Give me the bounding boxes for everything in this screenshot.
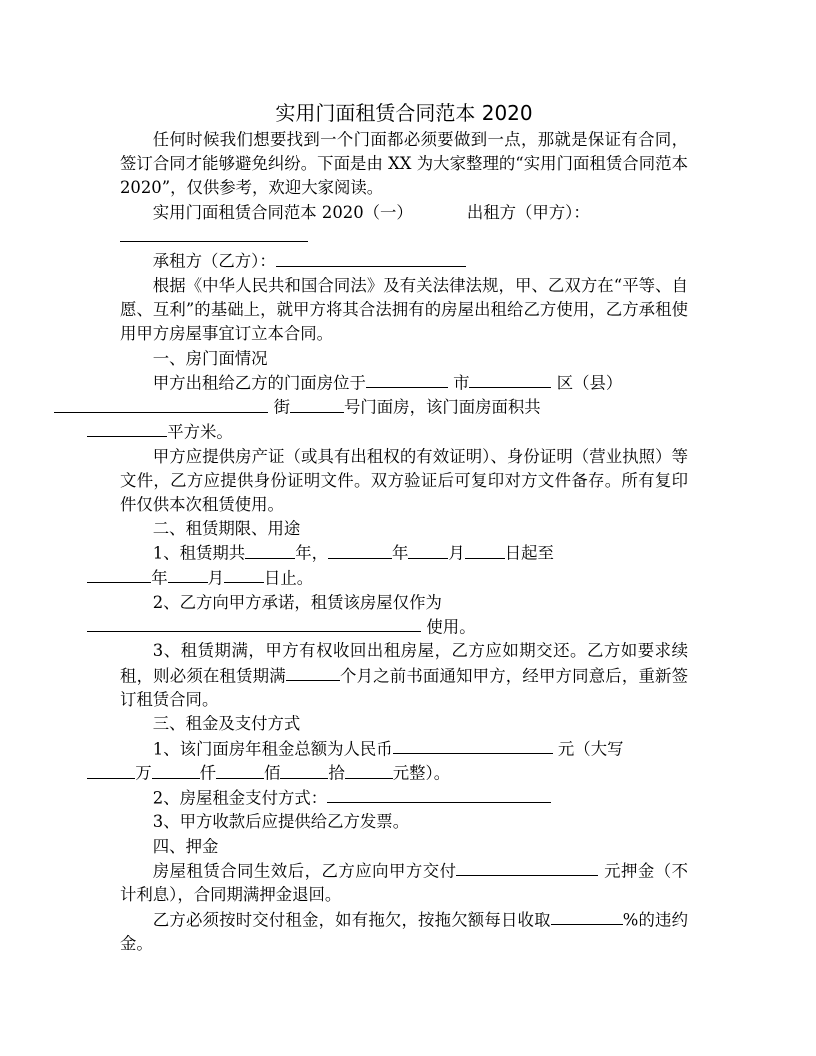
section-3-item-3: 3、甲方收款后应提供给乙方发票。 [152,812,410,832]
bai-blank[interactable] [216,761,264,778]
deposit-amount-blank[interactable] [456,859,598,876]
lessor-line [120,201,688,225]
section-2-item-1 [120,541,688,590]
section-1-location [120,371,688,445]
start-day-blank[interactable] [465,541,505,558]
location-label: 甲方出租给乙方的门面房位于 [152,373,366,393]
lessor-label: 出租方（甲方）： [466,202,590,222]
usage-unit: 使用。 [426,617,476,637]
document-title: 实用门面租赁合同范本 2020 [275,101,533,125]
area-unit: 平方米。 [167,422,233,442]
start-year-label: 年 [391,543,409,563]
shi-blank[interactable] [280,761,328,778]
start-year-blank[interactable] [328,541,392,558]
city-label: 市 [453,373,470,393]
street-label: 街 [273,397,291,417]
lessee-label: 承租方（乙方）： [152,251,276,271]
lessor-blank[interactable] [120,225,308,242]
number-blank[interactable] [290,395,344,412]
basis-paragraph: 根据《中华人民共和国合同法》及有关法律法规，甲、乙双方在“平等、自愿、互利”的基础上，就甲方将其合法拥有的房屋出租给乙方使用，乙方承租使用甲方房屋事宜订立本合同。 [120,276,688,344]
end-month-blank[interactable] [168,566,208,583]
end-year-blank[interactable] [87,566,151,583]
wan-blank[interactable] [87,761,135,778]
start-day-label: 日起至 [504,543,554,563]
area-label: 号门面房，该门面房面积共 [344,397,541,417]
end-month-label: 月 [207,568,224,588]
section-1-title: 一、房门面情况 [152,348,268,368]
bai-label: 佰 [263,763,281,783]
term-label: 1、租赁期共 [152,543,246,563]
section-4-paragraph-2 [120,908,688,957]
yuan-blank[interactable] [345,761,393,778]
section-4-paragraph-1 [120,859,688,908]
usage-label: 2、乙方向甲方承诺，租赁该房屋仅作为 [152,592,442,612]
start-month-blank[interactable] [408,541,448,558]
intro-paragraph: 任何时候我们想要找到一个门面都必须要做到一点，那就是保证有合同，签订合同才能够避免纠纷。下面是由 XX 为大家整理的“实用门面租赁合同范本 2020”，仅供参考，欢迎大家阅读。 [120,130,688,198]
penalty-label: 乙方必须按时交付租金，如有拖欠，按拖欠额每日收取 [152,909,551,929]
section-2-title: 二、租赁期限、用途 [152,519,301,539]
end-day-blank[interactable] [224,566,264,583]
renewal-months-blank[interactable] [286,664,340,681]
penalty-text-end: %的违约金。 [120,909,688,954]
wan-label: 万 [135,763,152,783]
renewal-text: 3、租赁期满，甲方有权收回出租房屋，乙方应如期交还。乙方如要求续租，则必须在租赁期满 [120,641,688,685]
street-blank[interactable] [54,395,268,412]
section-3-title: 三、租金及支付方式 [152,714,301,734]
section-3-item-1 [120,737,688,786]
qian-label: 仟 [199,763,216,783]
section-4-title: 四、押金 [152,836,219,856]
penalty-rate-blank[interactable] [551,908,623,925]
deposit-label: 房屋租赁合同生效后，乙方应向甲方交付 [152,861,457,881]
usage-blank[interactable] [87,615,421,632]
renewal-text-end: 个月之前书面通知甲方，经甲方同意后，重新签订租赁合同。 [120,665,689,710]
area-blank[interactable] [87,420,167,437]
start-month-label: 月 [448,543,465,563]
rent-amount-blank[interactable] [393,737,553,754]
end-year-label: 年 [151,568,168,588]
district-label: 区（县） [556,373,623,393]
qian-blank[interactable] [152,761,200,778]
deposit-text-end: 元押金（不计利息），合同期满押金退回。 [120,861,689,905]
section-2-item-2 [120,591,688,640]
yuan-label: 元整）。 [392,763,451,783]
term-unit: 年， [295,543,328,563]
rent-unit: 元（大写 [557,738,624,758]
payment-method-blank[interactable] [327,786,551,803]
section-3-item-2 [120,786,688,811]
lessee-blank[interactable] [276,249,466,266]
district-blank[interactable] [469,371,551,388]
lessee-line [120,249,688,274]
sub-heading: 实用门面租赁合同范本 2020（一） [152,202,413,222]
section-2-item-3 [120,639,688,712]
section-1-documents: 甲方应提供房产证（或具有出租权的有效证明）、身份证明（营业执照）等文件，乙方应提供身份证明文件。双方验证后可复印对方文件备存。所有复印件仅供本次租赁使用。 [120,446,688,514]
rent-label: 1、该门面房年租金总额为人民币 [152,738,393,758]
shi-label: 拾 [328,763,345,783]
lessor-blank-line [120,225,688,250]
city-blank[interactable] [366,371,448,388]
payment-method-label: 2、房屋租金支付方式： [152,788,328,808]
end-day-label: 日止。 [263,568,314,588]
term-years-blank[interactable] [245,541,295,558]
